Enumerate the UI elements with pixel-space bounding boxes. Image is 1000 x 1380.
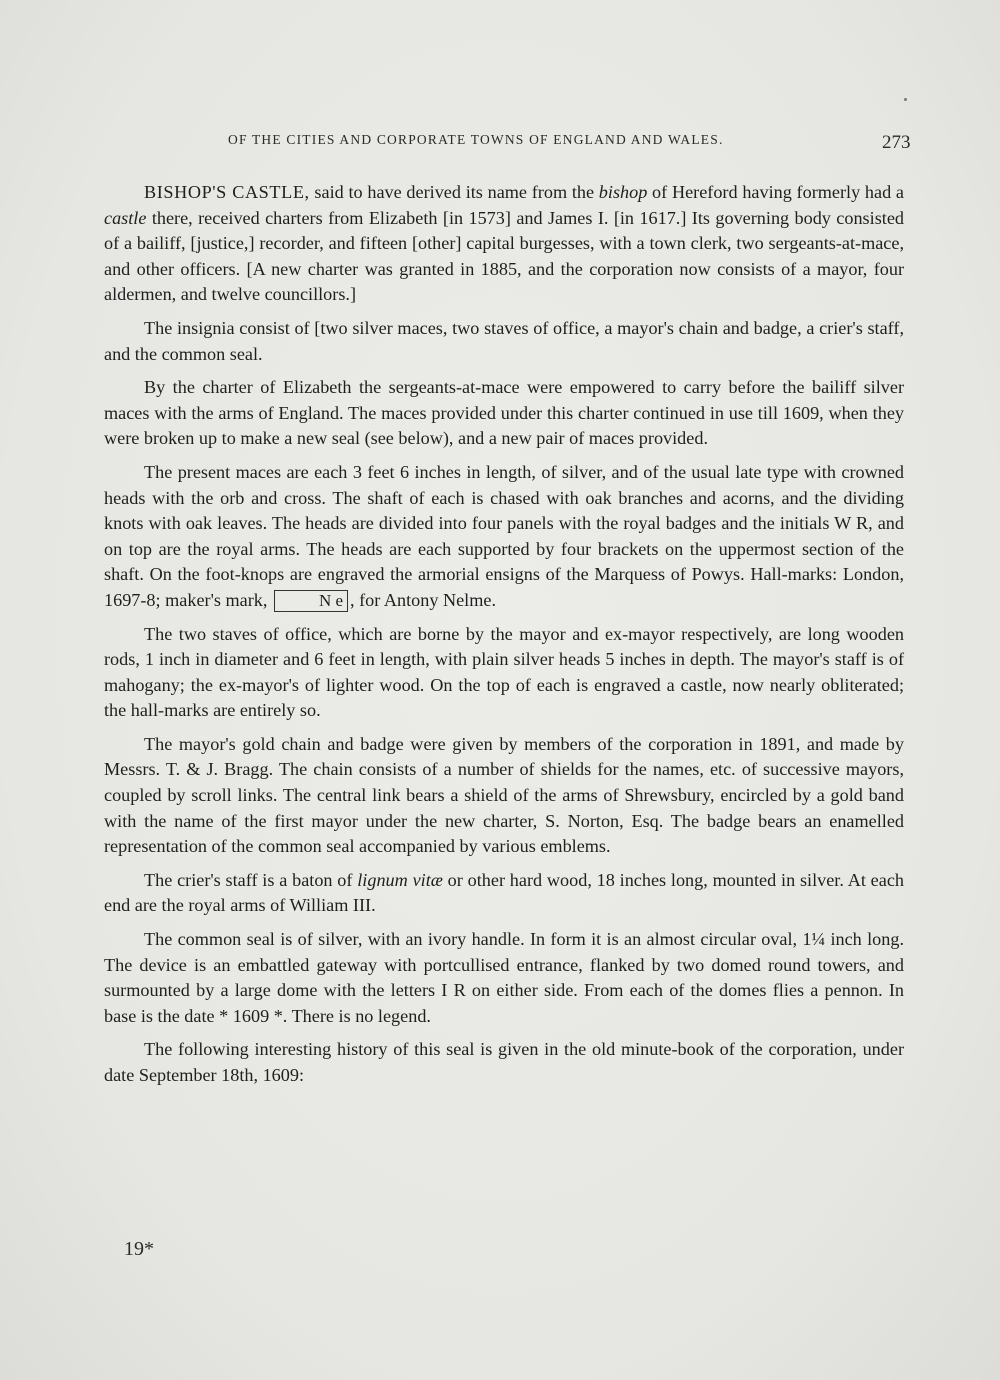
makers-mark: N e — [274, 590, 348, 612]
running-header: OF THE CITIES AND CORPORATE TOWNS OF ENGLAND AND WALES. — [228, 132, 724, 147]
signature-mark: 19* — [124, 1238, 154, 1260]
paragraph-maces — [104, 460, 904, 614]
paragraph-text: or other hard wood, 18 inches long, mounted in silver. At each end are the royal arms of William III. — [104, 869, 904, 916]
paragraph-criers-staff — [104, 868, 904, 919]
italic-term: castle — [104, 207, 147, 228]
paragraph-chain-badge: The mayor's gold chain and badge were given by members of the corporation in 1891, and made by Messrs. T. & J. Bragg. The chain consists of a number of shields for the names, etc. of successive mayors, coupled by scroll links. The central link bears a shield of the arms of Shrewsbury, encircled by a gold band with the name of the first mayor under the new charter, S. Norton, Esq. The badge bears an enamelled representation of the common seal accompanied by various emblems. — [104, 733, 904, 857]
paragraph-text: The crier's staff is a baton of — [144, 869, 358, 890]
paragraph-lead: BISHOP'S CASTLE, — [144, 182, 310, 202]
paragraph-seal-history: The following interesting history of this seal is given in the old minute-book of the corporation, under date September 18th, 1609: — [104, 1039, 904, 1085]
paragraph-text: of Hereford having formerly had a — [647, 182, 904, 202]
paragraph-bishops-castle — [104, 180, 904, 308]
paragraph-charter: By the charter of Elizabeth the sergeants-at-mace were empowered to carry before the bailiff silver maces with the arms of England. The maces provided under this charter continued in use till 1609, when they were broken up to make a new seal (see below), and a new pair of maces provided. — [104, 377, 904, 449]
italic-term: bishop — [598, 182, 648, 202]
print-speck — [904, 98, 907, 101]
paragraph-text: there, received charters from Elizabeth [in 1573] and James I. [in 1617.] Its governing body consisted of a bailiff, [justice,] recorder, and fifteen [other] capital burgesses, with a town clerk, two sergeants-at-mace, and other officers. [A new charter was granted in 1885, and the corporation now consists of a mayor, four aldermen, and twelve councillors.] — [104, 207, 904, 305]
paragraph-text: The present maces are each 3 feet 6 inches in length, of silver, and of the usual late type with crowned heads with the orb and cross. The shaft of each is chased with oak branches and acorns, and the dividing knots with oak leaves. The heads are divided into four panels with the royal badges and the initials W R, and on top are the royal arms. The heads are each supported by four brackets on the uppermost section of the shaft. On the foot-knops are engraved the armorial ensigns of the Marquess of Powys. Hall-marks: London, 1697-8; maker's mark, — [104, 461, 904, 610]
paragraph-staves: The two staves of office, which are borne by the mayor and ex-mayor respectively, are long wooden rods, 1 inch in diameter and 6 feet in length, with plain silver heads 5 inches in depth. The mayor's staff is of mahogany; the ex-mayor's of lighter wood. On the top of each is engraved a castle, now nearly obliterated; the hall-marks are entirely so. — [104, 623, 904, 721]
paragraph-text: said to have derived its name from the — [309, 182, 599, 202]
paragraph-insignia: The insignia consist of [two silver maces, two staves of office, a mayor's chain and badge, a crier's staff, and the common seal. — [104, 317, 904, 364]
paragraph-text: , for Antony Nelme. — [350, 589, 496, 610]
italic-term: lignum vitæ — [357, 869, 443, 890]
page-number: 273 — [882, 132, 911, 153]
paragraph-common-seal: The common seal is of silver, with an ivory handle. In form it is an almost circular oval, 1¼ inch long. The device is an embattled gateway with portcullised entrance, flanked by two domed round towers, and surmounted by a large dome with the letters I R on either side. From each of the domes flies a pennon. In base is the date * 1609 *. There is no legend. — [104, 929, 904, 1026]
body-text — [104, 180, 904, 1097]
